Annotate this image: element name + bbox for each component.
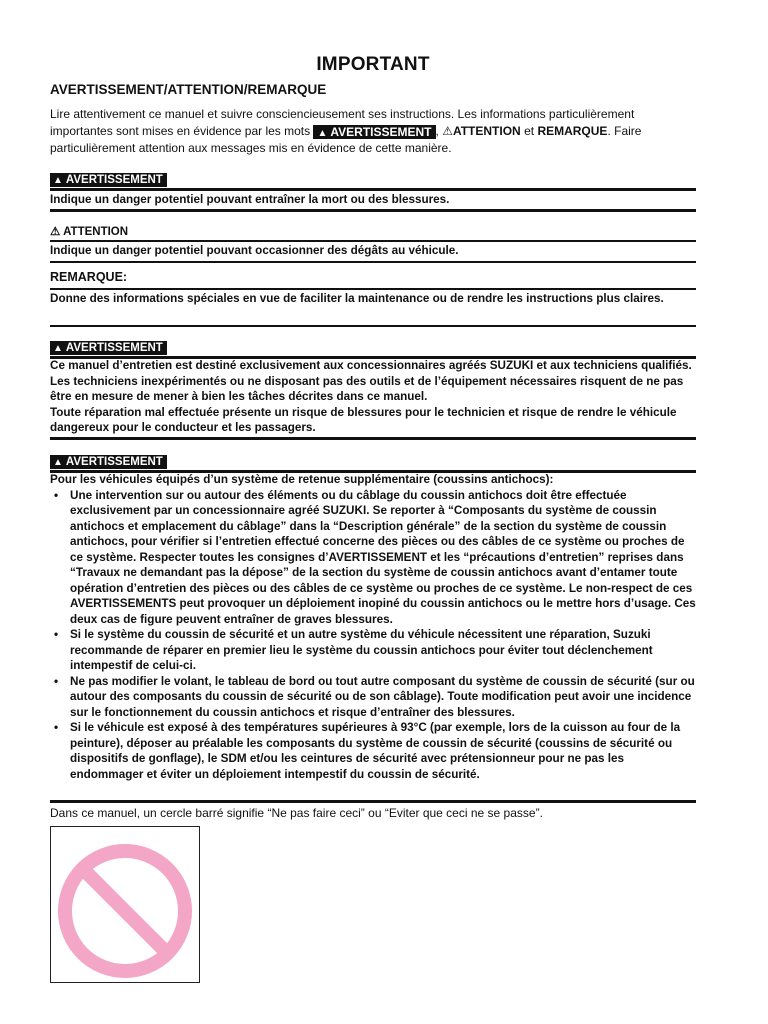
warning-1-paragraph-2: Toute réparation mal effectuée présente un risque de blessures pour le technicien et risque de rendre le véhicule dangereux pour le conducteur et les passagers. <box>50 405 677 434</box>
warning-2-header <box>50 453 696 471</box>
section-subheading: AVERTISSEMENT/ATTENTION/REMARQUE <box>50 82 327 97</box>
divider <box>50 437 696 440</box>
avertissement-definition-text: Indique un danger potentiel pouvant entraîner la mort ou des blessures. <box>50 193 450 206</box>
remarque-definition-text: Donne des informations spéciales en vue de faciliter la maintenance ou de rendre les instructions plus claires. <box>50 292 664 305</box>
warning-badge: ▲ AVERTISSEMENT <box>50 341 167 355</box>
warning-1-header <box>50 339 696 357</box>
warning-1-body <box>50 358 696 436</box>
attention-definition <box>50 222 696 240</box>
warning-badge: ▲ AVERTISSEMENT <box>50 455 167 469</box>
prohibition-symbol-figure <box>50 826 200 983</box>
divider <box>50 800 696 803</box>
prohibition-circle-icon <box>51 827 199 982</box>
warning-badge: ▲ AVERTISSEMENT <box>50 173 167 187</box>
inline-warning-badge: ▲ AVERTISSEMENT <box>313 125 435 139</box>
divider <box>50 325 696 327</box>
warning-2-bullets <box>50 488 696 783</box>
inline-remark-word: REMARQUE <box>537 124 608 138</box>
attention-label: ⚠ ATTENTION <box>50 226 129 238</box>
avertissement-definition <box>50 171 696 189</box>
intro-text-2: . Faire particulièrement attention aux messages mis en évidence de cette manière. <box>50 124 642 155</box>
warning-2-lead: Pour les véhicules équipés d’un système de retenue supplémentaire (coussins antichocs): <box>50 473 554 486</box>
warning-triangle-icon: ▲ <box>53 456 63 468</box>
intro-text-1: Lire attentivement ce manuel et suivre consciencieusement ses instructions. Les informations particulièrement importantes sont mises en évidence par les mots <box>50 107 635 138</box>
warning-2-body <box>50 472 696 782</box>
divider <box>50 209 696 212</box>
attention-triangle-icon: ⚠ <box>442 124 453 138</box>
divider <box>50 288 696 290</box>
attention-definition-text: Indique un danger potentiel pouvant occasionner des dégâts au véhicule. <box>50 244 459 257</box>
page-title: IMPORTANT <box>316 54 430 75</box>
warning-1-paragraph-1: Ce manuel d’entretien est destiné exclusivement aux concessionnaires agréés SUZUKI et aux techniciens qualifiés. Les techniciens inexpérimentés ou ne disposant pas des outils et de l’équipement nécessaires risquent de ne pas être en mesure de mener à bien les tâches décrites dans ce manuel. <box>50 359 692 403</box>
list-item: • Une intervention sur ou autour des éléments ou du câblage du coussin antichocs doit être effectuée exclusivement par un concessionnaire agréé SUZUKI. Se reporter à “Composants du système de coussin antichocs et emplacement du câblage” dans la “Description générale” de la section du système de coussin antichocs, pour vérifier si l’entretien effectué concerne des pièces ou des câbles de ce système ou proches de ce système. Respecter toutes les consignes d’AVERTISSEMENT et les “précautions d’entretien” reprises dans “Travaux ne demandant pas la dépose” de la section du système de coussin antichocs avant d’entamer toute opération d’entretien des pièces ou des câbles de ce système ou proches de ce système. Le non-respect de ces AVERTISSEMENTS peut provoquer un déploiement inopiné du coussin antichocs ou le mettre hors d’usage. Ces deux cas de figure peuvent entraîner de graves blessures. <box>50 488 696 628</box>
list-item: • Ne pas modifier le volant, le tableau de bord ou tout autre composant du système de coussin de sécurité (sur ou autour des composants du coussin de sécurité ou de son câblage). Toute modification peut avoir une incidence sur le fonctionnement du coussin antichocs et risque d’entraîner des blessures. <box>50 674 696 721</box>
attention-triangle-icon: ⚠ <box>50 226 61 238</box>
divider <box>50 240 696 242</box>
divider <box>50 188 696 191</box>
intro-paragraph: Lire attentivement ce manuel et suivre consciencieusement ses instructions. Les informations particulièrement importantes sont mises en évidence par les mots ▲ AVERTISSEMENT , ⚠ATTENTION et REMARQUE. Faire particulièrement attention aux messages mis en évidence de cette manière. <box>50 107 642 155</box>
warning-triangle-icon: ▲ <box>53 342 63 354</box>
warning-triangle-icon: ▲ <box>317 127 328 139</box>
inline-attention-word: ATTENTION <box>452 124 521 138</box>
warning-triangle-icon: ▲ <box>53 174 63 186</box>
remarque-label: REMARQUE: <box>50 270 128 284</box>
list-item: • Si le système du coussin de sécurité et un autre système du véhicule nécessitent une réparation, Suzuki recommande de réparer en premier lieu le système du coussin antichocs pour éviter tout déclenchement intempestif de celui-ci. <box>50 627 696 674</box>
divider <box>50 261 696 263</box>
symbol-note: Dans ce manuel, un cercle barré signifie “Ne pas faire ceci” ou “Eviter que ceci ne se passe”. <box>50 806 543 820</box>
list-item: • Si le véhicule est exposé à des températures supérieures à 93°C (par exemple, lors de la cuisson au four de la peinture), déposer au préalable les composants du système de coussin de sécurité (coussins de sécurité ou dispositifs de gonflage), le SDM et/ou les ceintures de sécurité avec prétensionneur pour ne pas les endommager et éviter un déploiement intempestif du coussin de sécurité. <box>50 720 696 782</box>
